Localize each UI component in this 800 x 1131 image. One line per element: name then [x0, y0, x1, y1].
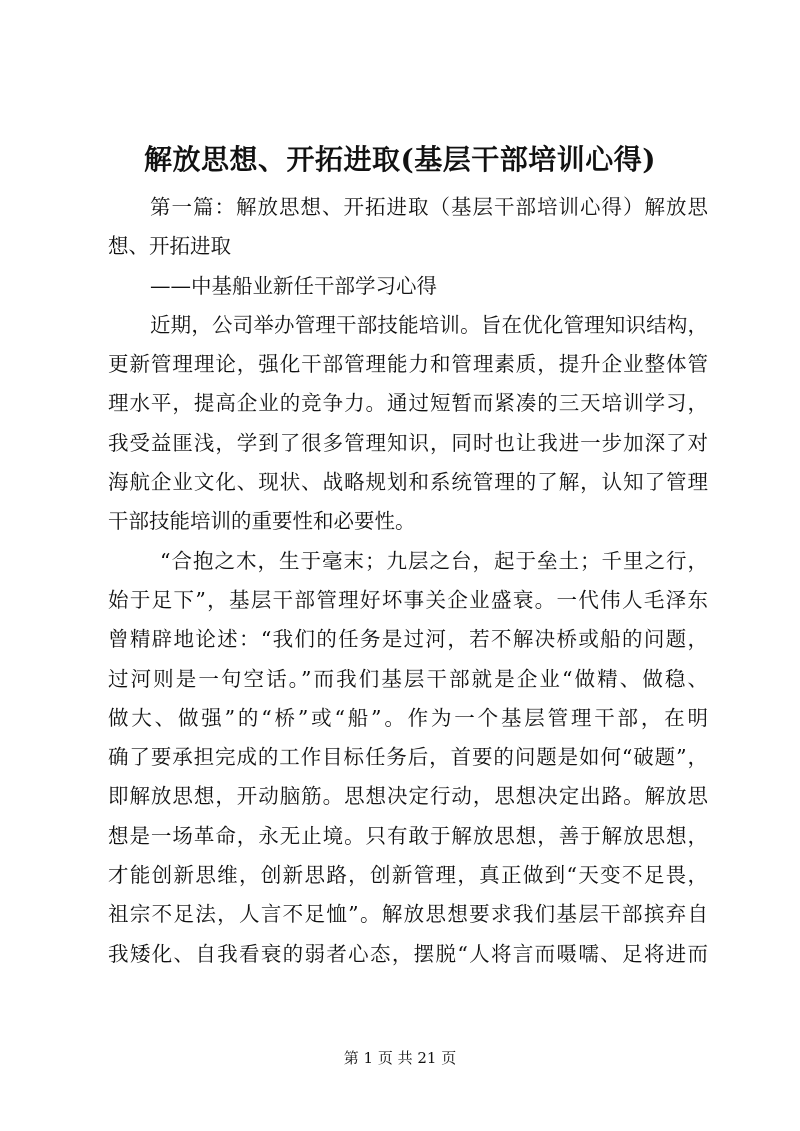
- paragraph-line: 更新管理理论，强化干部管理能力和管理素质，提升企业整体管: [108, 352, 708, 377]
- paragraph-line: 曾精辟地论述：“我们的任务是过河，若不解决桥或船的问题，: [108, 627, 708, 652]
- paragraph-line: 干部技能培训的重要性和必要性。: [108, 509, 416, 534]
- paragraph-line: 我受益匪浅，学到了很多管理知识，同时也让我进一步加深了对: [108, 430, 708, 455]
- paragraph-line: 才能创新思维，创新思路，创新管理，真正做到“天变不足畏，: [108, 863, 708, 888]
- document-body: [108, 188, 708, 974]
- paragraph-line: 确了要承担完成的工作目标任务后，首要的问题是如何“破题”，: [108, 745, 708, 770]
- document-title: 解放思想、开拓进取(基层干部培训心得): [144, 143, 656, 176]
- paragraph-line: 过河则是一句空话。”而我们基层干部就是企业“做精、做稳、: [108, 666, 708, 691]
- paragraph-line: 近期，公司举办管理干部技能培训。旨在优化管理知识结构，: [150, 312, 708, 337]
- paragraph-line: 海航企业文化、现状、战略规划和系统管理的了解，认知了管理: [108, 470, 708, 495]
- paragraph-line: 始于足下”，基层干部管理好坏事关企业盛衰。一代伟人毛泽东: [108, 587, 708, 612]
- paragraph-line: 做大、做强”的“桥”或“船”。作为一个基层管理干部，在明: [108, 705, 708, 730]
- paragraph-line: 想、开拓进取: [108, 234, 231, 259]
- paragraph-line: 我矮化、自我看衰的弱者心态，摆脱“人将言而嗫嚅、足将进而: [108, 941, 708, 966]
- paragraph-line: 想是一场革命，永无止境。只有敢于解放思想，善于解放思想，: [108, 823, 708, 848]
- subtitle-line: ——中基船业新任干部学习心得: [150, 273, 437, 298]
- paragraph-line: 祖宗不足法，人言不足恤”。解放思想要求我们基层干部摈弃自: [108, 902, 708, 927]
- paragraph-line: 理水平，提高企业的竞争力。通过短暂而紧凑的三天培训学习，: [108, 391, 708, 416]
- paragraph-line: 第一篇：解放思想、开拓进取（基层干部培训心得）解放思: [150, 195, 708, 219]
- paragraph-line: 即解放思想，开动脑筋。思想决定行动，思想决定出路。解放思: [108, 784, 708, 809]
- page-footer: 第 1 页 共 21 页: [343, 1049, 457, 1067]
- paragraph-line: “合抱之木，生于毫末；九层之台，起于垒土；千里之行，: [160, 548, 708, 573]
